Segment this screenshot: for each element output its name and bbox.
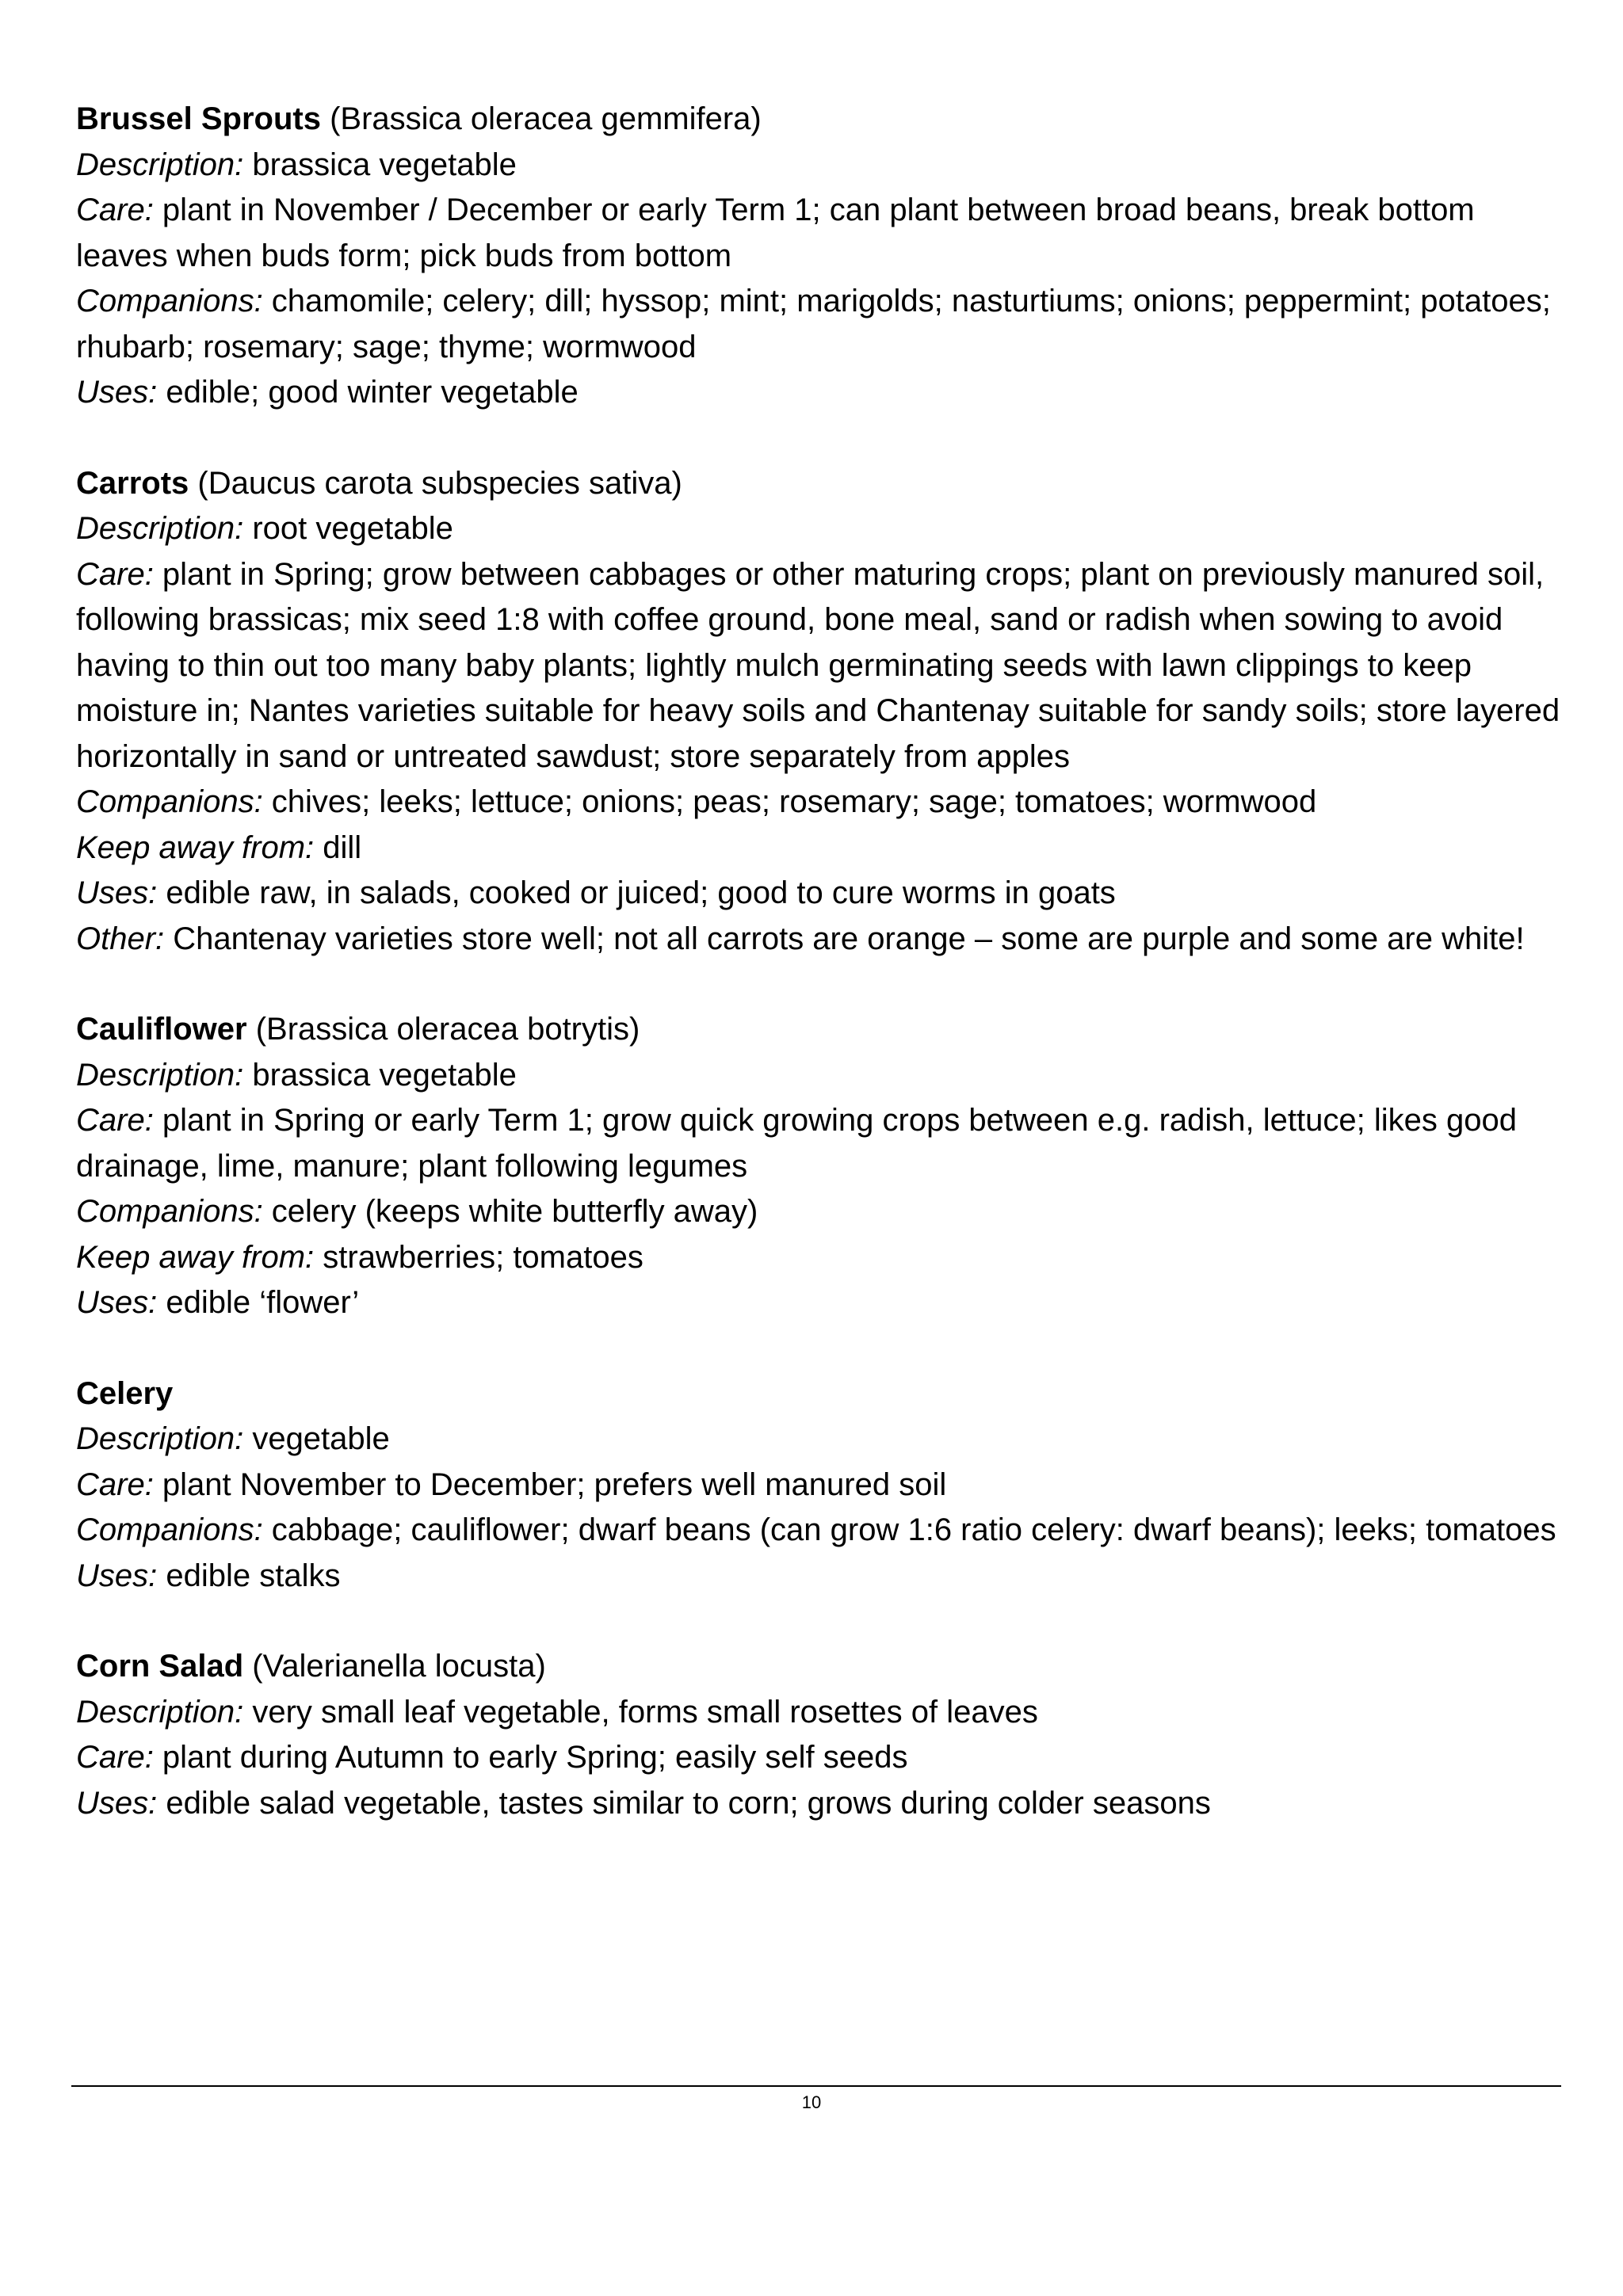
field-text: edible; good winter vegetable bbox=[157, 375, 579, 410]
keep-away-from-field bbox=[76, 1235, 1566, 1281]
description-field bbox=[76, 1417, 1566, 1463]
plant-entry-brussel-sprouts bbox=[76, 97, 1566, 416]
field-label: Description: bbox=[76, 1421, 244, 1456]
field-label: Companions: bbox=[76, 1194, 263, 1229]
field-text: cabbage; cauliflower; dwarf beans (can grow 1:6 ratio celery: dwarf beans); leeks; tomatoes bbox=[262, 1512, 1556, 1547]
uses-field bbox=[76, 1280, 1566, 1326]
field-label: Companions: bbox=[76, 284, 263, 318]
field-text: chives; leeks; lettuce; onions; peas; rosemary; sage; tomatoes; wormwood bbox=[262, 784, 1317, 819]
uses-field bbox=[76, 1554, 1566, 1600]
field-label: Keep away from: bbox=[76, 1239, 315, 1275]
plant-name: Brussel Sprouts bbox=[76, 101, 321, 136]
field-text: plant during Autumn to early Spring; easily self seeds bbox=[153, 1740, 908, 1775]
field-label: Description: bbox=[76, 511, 244, 546]
field-label: Uses: bbox=[76, 1785, 158, 1821]
field-text: brassica vegetable bbox=[243, 147, 517, 182]
field-text: Chantenay varieties store well; not all carrots are orange – some are purple and some are white! bbox=[164, 921, 1525, 956]
description-field bbox=[76, 1690, 1566, 1736]
companions-field bbox=[76, 780, 1566, 826]
plant-heading bbox=[76, 1371, 1566, 1417]
plant-name: Celery bbox=[76, 1375, 174, 1411]
plant-entries bbox=[76, 97, 1566, 1871]
description-field bbox=[76, 506, 1566, 552]
page-number: 10 bbox=[801, 2092, 822, 2112]
field-text: brassica vegetable bbox=[243, 1057, 517, 1093]
companions-field bbox=[76, 1189, 1566, 1235]
field-text: plant in Spring or early Term 1; grow quick growing crops between e.g. radish, lettuce; likes good drainage, lime, manure; plant following legumes bbox=[76, 1103, 1517, 1184]
field-text: chamomile; celery; dill; hyssop; mint; marigolds; nasturtiums; onions; peppermint; potatoes; rhubarb; rosemary; sage; thyme; wormwood bbox=[76, 284, 1551, 364]
plant-name: Corn Salad bbox=[76, 1649, 244, 1684]
plant-latin-name: (Brassica oleracea gemmifera) bbox=[320, 101, 762, 136]
plant-entry-corn-salad bbox=[76, 1644, 1566, 1826]
field-text: vegetable bbox=[243, 1421, 390, 1456]
field-label: Uses: bbox=[76, 1285, 158, 1320]
field-text: plant in Spring; grow between cabbages or other maturing crops; plant on previously manured soil, following brassicas; mix seed 1:8 with coffee ground, bone meal, sand or radish when sowing to avoid having to thin out too many baby plants; lightly mulch germinating seeds with lawn clippings to keep moisture in; Nantes varieties suitable for heavy soils and Chantenay suitable for sandy soils; store layered horizontally in sand or untreated sawdust; store separately from apples bbox=[76, 556, 1560, 774]
plant-name: Carrots bbox=[76, 465, 189, 501]
care-field bbox=[76, 1098, 1566, 1189]
field-text: edible raw, in salads, cooked or juiced; good to cure worms in goats bbox=[157, 875, 1116, 910]
field-label: Care: bbox=[76, 1103, 154, 1138]
footer-divider bbox=[71, 2085, 1561, 2087]
plant-heading bbox=[76, 1644, 1566, 1690]
field-label: Companions: bbox=[76, 784, 263, 819]
field-text: strawberries; tomatoes bbox=[314, 1239, 643, 1275]
field-label: Other: bbox=[76, 921, 165, 956]
field-text: plant November to December; prefers well manured soil bbox=[153, 1466, 947, 1502]
uses-field bbox=[76, 1781, 1566, 1827]
field-label: Description: bbox=[76, 147, 244, 182]
field-text: root vegetable bbox=[243, 511, 453, 546]
plant-heading bbox=[76, 97, 1566, 143]
field-label: Companions: bbox=[76, 1512, 263, 1547]
field-label: Description: bbox=[76, 1057, 244, 1093]
field-label: Description: bbox=[76, 1694, 244, 1730]
uses-field bbox=[76, 871, 1566, 917]
plant-latin-name: (Brassica oleracea botrytis) bbox=[246, 1012, 640, 1047]
care-field bbox=[76, 552, 1566, 780]
field-text: celery (keeps white butterfly away) bbox=[262, 1194, 758, 1229]
description-field bbox=[76, 143, 1566, 189]
plant-name: Cauliflower bbox=[76, 1012, 247, 1047]
companions-field bbox=[76, 279, 1566, 370]
field-label: Uses: bbox=[76, 1558, 158, 1593]
field-label: Care: bbox=[76, 1466, 154, 1502]
plant-entry-cauliflower bbox=[76, 1007, 1566, 1326]
field-label: Care: bbox=[76, 1740, 154, 1775]
plant-latin-name: (Daucus carota subspecies sativa) bbox=[189, 465, 682, 501]
field-text: very small leaf vegetable, forms small rosettes of leaves bbox=[243, 1694, 1038, 1730]
field-text: plant in November / December or early Term 1; can plant between broad beans, break bottom leaves when buds form; pick buds from bottom bbox=[76, 193, 1475, 273]
plant-heading bbox=[76, 461, 1566, 507]
care-field bbox=[76, 1735, 1566, 1781]
plant-entry-carrots bbox=[76, 461, 1566, 963]
field-label: Uses: bbox=[76, 875, 158, 910]
uses-field bbox=[76, 370, 1566, 416]
field-label: Care: bbox=[76, 193, 154, 227]
description-field bbox=[76, 1053, 1566, 1099]
field-label: Uses: bbox=[76, 375, 158, 410]
plant-heading bbox=[76, 1007, 1566, 1053]
companions-field bbox=[76, 1508, 1566, 1554]
other-field bbox=[76, 917, 1566, 963]
field-label: Care: bbox=[76, 556, 154, 592]
field-text: edible ‘flower’ bbox=[157, 1285, 360, 1320]
field-text: dill bbox=[314, 830, 362, 865]
field-text: edible stalks bbox=[157, 1558, 341, 1593]
keep-away-from-field bbox=[76, 826, 1566, 871]
field-label: Keep away from: bbox=[76, 830, 315, 865]
care-field bbox=[76, 188, 1566, 279]
plant-entry-celery bbox=[76, 1371, 1566, 1600]
field-text: edible salad vegetable, tastes similar to corn; grows during colder seasons bbox=[157, 1785, 1211, 1821]
care-field bbox=[76, 1463, 1566, 1508]
plant-latin-name: (Valerianella locusta) bbox=[243, 1649, 546, 1684]
